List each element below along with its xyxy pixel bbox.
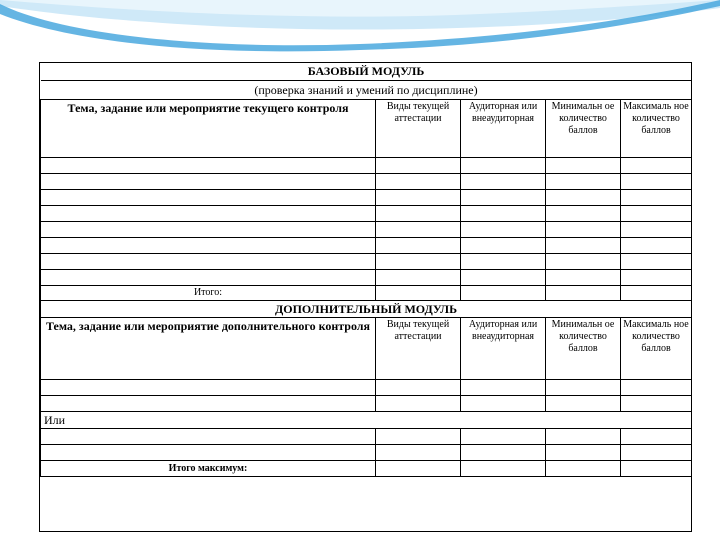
cell[interactable]: [461, 174, 546, 190]
cell[interactable]: [546, 445, 621, 461]
or-label: Или: [41, 412, 692, 429]
cell[interactable]: [461, 429, 546, 445]
total-max-label: Итого максимум:: [41, 461, 376, 477]
cell[interactable]: [621, 174, 692, 190]
cell[interactable]: [621, 429, 692, 445]
table-row: [41, 254, 692, 270]
extra-header-max-score: Максималь ное количество баллов: [621, 318, 692, 380]
cell[interactable]: [546, 429, 621, 445]
cell[interactable]: [376, 286, 461, 301]
header-max-score: Максималь ное количество баллов: [621, 100, 692, 158]
table-row: [41, 429, 692, 445]
base-module-subtitle: (проверка знаний и умений по дисциплине): [41, 81, 692, 100]
cell[interactable]: [376, 206, 461, 222]
cell[interactable]: [41, 445, 376, 461]
cell[interactable]: [621, 286, 692, 301]
cell[interactable]: [621, 254, 692, 270]
cell[interactable]: [376, 254, 461, 270]
table-row: [41, 270, 692, 286]
cell[interactable]: [461, 396, 546, 412]
cell[interactable]: [546, 158, 621, 174]
header-topic: Тема, задание или мероприятие текущего контроля: [41, 100, 376, 158]
cell[interactable]: [376, 380, 461, 396]
cell[interactable]: [41, 206, 376, 222]
cell[interactable]: [621, 206, 692, 222]
cell[interactable]: [546, 254, 621, 270]
cell[interactable]: [461, 461, 546, 477]
assessment-form: [39, 62, 692, 532]
cell[interactable]: [41, 396, 376, 412]
cell[interactable]: [461, 190, 546, 206]
cell[interactable]: [41, 380, 376, 396]
cell[interactable]: [621, 190, 692, 206]
table-row: [41, 445, 692, 461]
table-row: [41, 190, 692, 206]
cell[interactable]: [461, 286, 546, 301]
table-row: [41, 174, 692, 190]
cell[interactable]: [461, 270, 546, 286]
cell[interactable]: [41, 174, 376, 190]
cell[interactable]: [461, 158, 546, 174]
cell[interactable]: [546, 396, 621, 412]
cell[interactable]: [546, 222, 621, 238]
cell[interactable]: [376, 396, 461, 412]
cell[interactable]: [621, 158, 692, 174]
cell[interactable]: [376, 190, 461, 206]
cell[interactable]: [376, 222, 461, 238]
cell[interactable]: [461, 445, 546, 461]
extra-header-audit: Аудиторная или внеаудиторная: [461, 318, 546, 380]
cell[interactable]: [376, 445, 461, 461]
extra-module-title: ДОПОЛНИТЕЛЬНЫЙ МОДУЛЬ: [41, 301, 692, 318]
cell[interactable]: [621, 380, 692, 396]
header-wave-decoration: [0, 0, 720, 60]
cell[interactable]: [621, 222, 692, 238]
cell[interactable]: [41, 190, 376, 206]
cell[interactable]: [546, 238, 621, 254]
cell[interactable]: [376, 174, 461, 190]
cell[interactable]: [461, 254, 546, 270]
table-row: [41, 222, 692, 238]
cell[interactable]: [41, 270, 376, 286]
cell[interactable]: [621, 270, 692, 286]
cell[interactable]: [376, 461, 461, 477]
cell[interactable]: [546, 380, 621, 396]
cell[interactable]: [41, 429, 376, 445]
header-min-score: Минимальн ое количество баллов: [546, 100, 621, 158]
cell[interactable]: [546, 190, 621, 206]
cell[interactable]: [546, 461, 621, 477]
table-row: [41, 396, 692, 412]
table-row: [41, 158, 692, 174]
table-row: [41, 380, 692, 396]
header-audit: Аудиторная или внеаудиторная: [461, 100, 546, 158]
cell[interactable]: [376, 429, 461, 445]
cell[interactable]: [546, 174, 621, 190]
extra-header-kind: Виды текущей аттестации: [376, 318, 461, 380]
extra-header-min-score: Минимальн ое количество баллов: [546, 318, 621, 380]
cell[interactable]: [376, 158, 461, 174]
cell[interactable]: [621, 445, 692, 461]
cell[interactable]: [41, 158, 376, 174]
base-total-label: Итого:: [41, 286, 376, 301]
extra-header-topic: Тема, задание или мероприятие дополнительного контроля: [41, 318, 376, 380]
cell[interactable]: [461, 206, 546, 222]
cell[interactable]: [546, 270, 621, 286]
cell[interactable]: [621, 238, 692, 254]
cell[interactable]: [546, 206, 621, 222]
cell[interactable]: [461, 238, 546, 254]
table-row: [41, 238, 692, 254]
cell[interactable]: [621, 461, 692, 477]
cell[interactable]: [41, 222, 376, 238]
cell[interactable]: [546, 286, 621, 301]
header-kind: Виды текущей аттестации: [376, 100, 461, 158]
cell[interactable]: [621, 396, 692, 412]
module-table: [40, 63, 692, 477]
cell[interactable]: [461, 222, 546, 238]
base-module-title: БАЗОВЫЙ МОДУЛЬ: [41, 63, 692, 81]
cell[interactable]: [461, 380, 546, 396]
cell[interactable]: [376, 238, 461, 254]
cell[interactable]: [41, 238, 376, 254]
table-row: [41, 206, 692, 222]
cell[interactable]: [41, 254, 376, 270]
cell[interactable]: [376, 270, 461, 286]
